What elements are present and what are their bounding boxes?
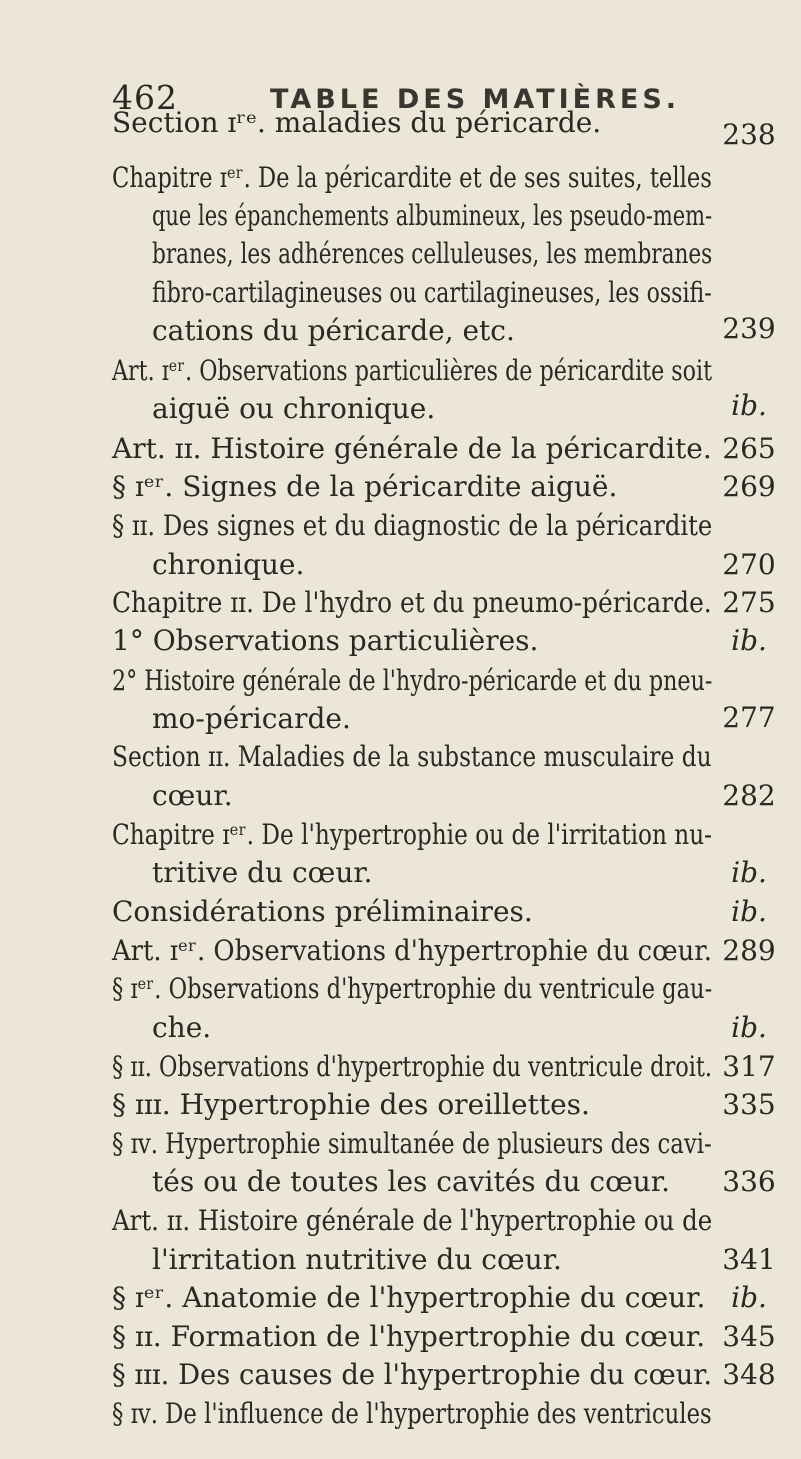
toc-entry-line: que les épanchements albumineux, les pseudo-mem-: [152, 199, 713, 232]
toc-page-number: 239: [722, 312, 776, 345]
toc-entry-line: § ɪɪ. Observations d'hypertrophie du ventricule droit.: [112, 1050, 713, 1083]
toc-entry-line: § ɪᴠ. De l'influence de l'hypertrophie des ventricules: [112, 1397, 712, 1430]
toc-page-number: ib.: [731, 1281, 767, 1314]
toc-entry-line: Art. ɪᵉʳ. Observations d'hypertrophie du cœur.: [112, 934, 713, 967]
toc-entry-line: Section ɪɪ. Maladies de la substance musculaire du: [112, 740, 712, 773]
toc-entry-line: § ɪɪɪ. Hypertrophie des oreillettes.: [112, 1088, 590, 1121]
toc-page-number: 238: [722, 118, 776, 151]
toc-page-number: 336: [722, 1165, 776, 1198]
toc-page-number: 335: [722, 1088, 776, 1121]
toc-entry-line: Chapitre ɪᵉʳ. De la péricardite et de ses suites, telles: [112, 161, 712, 194]
toc-entry-line: § ɪᵉʳ. Observations d'hypertrophie du ventricule gau-: [112, 972, 713, 1005]
toc-entry-line: che.: [152, 1011, 212, 1044]
toc-page-number: 317: [722, 1050, 776, 1083]
toc-entry-line: Art. ɪɪ. Histoire générale de la péricardite.: [112, 432, 712, 465]
toc-page-number: ib.: [731, 1011, 767, 1044]
running-title: TABLE DES MATIÈRES.: [270, 84, 681, 115]
toc-entry-line: fibro-cartilagineuses ou cartilagineuses, les ossifi-: [152, 276, 712, 309]
toc-page-number: 348: [722, 1358, 776, 1391]
toc-entry-line: Section ɪʳᵉ. maladies du péricarde.: [112, 106, 602, 139]
toc-entry-line: 2° Histoire générale de l'hydro-péricarde et du pneu-: [112, 664, 713, 697]
toc-entry-line: aiguë ou chronique.: [152, 392, 436, 425]
toc-page-number: 270: [722, 548, 776, 581]
toc-entry-line: § ɪᴠ. Hypertrophie simultanée de plusieurs des cavi-: [112, 1127, 712, 1160]
toc-entry-line: tritive du cœur.: [152, 856, 373, 889]
toc-page-number: 341: [722, 1243, 776, 1276]
toc-page-number: 269: [722, 470, 776, 503]
toc-entry-line: cations du péricarde, etc.: [152, 314, 515, 347]
toc-entry-line: § ɪᵉʳ. Signes de la péricardite aiguë.: [112, 470, 618, 503]
toc-page-number: ib.: [731, 389, 767, 422]
toc-entry-line: chronique.: [152, 548, 305, 581]
toc-entry-line: branes, les adhérences celluleuses, les membranes: [152, 237, 713, 270]
toc-page-number: ib.: [731, 624, 767, 657]
toc-entry-line: § ɪɪɪ. Des causes de l'hypertrophie du cœur.: [112, 1358, 713, 1391]
toc-entry-line: Art. ɪᵉʳ. Observations particulières de péricardite soit: [112, 354, 713, 387]
toc-entry-line: Art. ɪɪ. Histoire générale de l'hypertrophie ou de: [112, 1204, 713, 1237]
toc-entry-line: mo-péricarde.: [152, 702, 351, 735]
toc-entry-line: l'irritation nutritive du cœur.: [152, 1243, 562, 1276]
toc-page-number: 277: [722, 701, 776, 734]
toc-page-number: 345: [722, 1320, 776, 1353]
toc-entry-line: Chapitre ɪᵉʳ. De l'hypertrophie ou de l'irritation nu-: [112, 818, 712, 851]
toc-page-number: 289: [722, 934, 776, 967]
toc-page-number: 282: [722, 779, 776, 812]
toc-entry-line: § ɪɪ. Des signes et du diagnostic de la péricardite: [112, 509, 713, 542]
toc-page-number: 275: [722, 586, 776, 619]
toc-entry-line: 1° Observations particulières.: [112, 624, 539, 657]
toc-entry-line: Considérations préliminaires.: [112, 895, 533, 928]
toc-page-number: 265: [722, 432, 776, 465]
toc-entry-line: § ɪɪ. Formation de l'hypertrophie du cœur.: [112, 1320, 706, 1353]
toc-entry-line: cœur.: [152, 779, 233, 812]
toc-entry-line: tés ou de toutes les cavités du cœur.: [152, 1165, 671, 1198]
toc-page-number: ib.: [731, 895, 767, 928]
page-number: 462: [112, 78, 178, 117]
toc-entry-line: Chapitre ɪɪ. De l'hydro et du pneumo-péricarde.: [112, 586, 712, 619]
toc-entry-line: § ɪᵉʳ. Anatomie de l'hypertrophie du cœur.: [112, 1281, 706, 1314]
toc-page-number: ib.: [731, 856, 767, 889]
